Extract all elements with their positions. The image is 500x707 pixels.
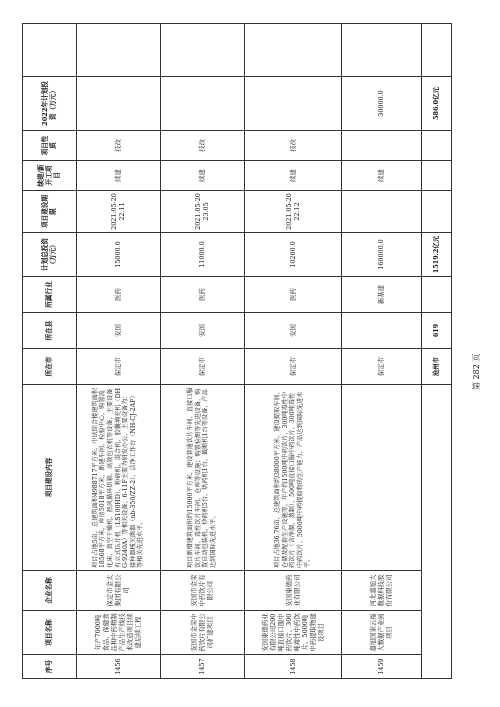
header-total-investment: 计划总投资（万元） (23, 233, 77, 277)
cell-content (342, 385, 422, 571)
table-row (160, 24, 244, 679)
total-row (421, 24, 451, 679)
cell-seq: 1459 (342, 655, 422, 679)
table-row (245, 24, 342, 679)
project-table-rotated (22, 24, 452, 679)
header-industry: 所属行业 (23, 277, 77, 313)
project-table (22, 23, 452, 679)
cell-total-investment: 15000.0 (76, 233, 160, 277)
cell-total-investment: 10200.0 (245, 233, 342, 277)
cell-nature: 技改 (245, 131, 342, 161)
cell-annual-investment (160, 77, 244, 131)
total-spacer (421, 385, 451, 679)
cell-status: 续建 (245, 161, 342, 191)
cell-project-name: 安国康德药业有限公司200吨直接口服中药饮片、300吨毒性中药饮片、5000吨中药提取物建设项目 (245, 611, 342, 655)
cell-county: 安国 (160, 313, 244, 349)
cell-city: 保定市 (342, 349, 422, 385)
cell-annual-investment: 30000.0 (342, 77, 422, 131)
cell-industry: 医药 (160, 277, 244, 313)
total-period-blank (421, 191, 451, 233)
cell-project-name: 嘉旭国家云福大数据产业园项目 (342, 611, 422, 655)
cell-blank (160, 24, 244, 77)
header-project-name: 项目名称 (23, 611, 77, 655)
cell-blank (245, 24, 342, 77)
cell-company-name: 保定市金太集团有限公司 (76, 571, 160, 611)
cell-period: 2021.05-2022.11 (76, 191, 160, 233)
cell-nature: 技改 (76, 131, 160, 161)
cell-seq: 1456 (76, 655, 160, 679)
header-nature: 项目性质 (23, 131, 77, 161)
cell-industry: 医药 (76, 277, 160, 313)
cell-city: 保定市 (160, 349, 244, 385)
cell-total-investment: 160000.0 (342, 233, 422, 277)
cell-project-name: 安国市金荣中药饮片有限公司扩建项目 (160, 611, 244, 655)
cell-industry: 医药 (245, 277, 342, 313)
page-number: 第 282 页 (472, 353, 481, 390)
cell-period: 2021.05-2023.05 (160, 191, 244, 233)
cell-status: 续建 (76, 161, 160, 191)
cell-city: 保定市 (245, 349, 342, 385)
total-label: 沧州市 (421, 349, 451, 385)
total-count: 619 (421, 313, 451, 349)
header-company-name: 企业名称 (23, 571, 77, 611)
cell-content: 项目占地36.76亩，总建筑面积约38000平方米。建设提取车间、仓储及配套生产设施等。年产约1500吨中药饮片、300吨毒性中药饮片（含净制、蒸制）、500吨直接口服中药饮片、300吨毒性中药饮片、5000吨中药提取物的生产能力，产品达到国际先进水平。 (245, 385, 342, 571)
header-city: 所在市 (23, 349, 77, 385)
total-status-blank (421, 161, 451, 191)
total-blank (421, 24, 451, 77)
total-nature-blank (421, 131, 451, 161)
cell-content: 项目新增建筑面积约15000平方米，建设普通饮片车间、直接口服饮片车间、毒性饮片车间、仓库等设施；购置检测等先进设备，购置自动包装机、炒药机5台，烘药机1台，截断机1台等设备，产品达到国际先进水平。 (160, 385, 244, 571)
cell-company-name: 安国康德药业有限公司 (245, 571, 342, 611)
cell-seq: 1457 (160, 655, 244, 679)
cell-county: 安国 (76, 313, 160, 349)
table-row (76, 24, 160, 679)
total-industry-blank (421, 277, 451, 313)
header-status: 续建/新开工项目 (23, 161, 77, 191)
cell-annual-investment (76, 77, 160, 131)
cell-nature: 技改 (160, 131, 244, 161)
cell-period (342, 191, 422, 233)
cell-total-investment: 11000.0 (160, 233, 244, 277)
cell-nature (342, 131, 422, 161)
cell-seq: 1458 (245, 655, 342, 679)
table-header-row (23, 24, 77, 679)
cell-period: 2021.05-2022.12 (245, 191, 342, 233)
cell-industry: 新基建 (342, 277, 422, 313)
cell-city: 保定市 (76, 349, 160, 385)
cell-status: 续建 (160, 161, 244, 191)
header-seq: 序号 (23, 655, 77, 679)
cell-blank (76, 24, 160, 77)
cell-county: 安国 (245, 313, 342, 349)
header-annual-investment: 2022年计划投资（万元） (23, 77, 77, 131)
total-investment: 1519.2亿元 (421, 233, 451, 277)
cell-content: 项目占地5亩，总建筑面积4988717平方米，中试综合楼建筑面积18568平方米，库房5018平方米，新建车间、检验中心，购置流化床、真空干燥机、热风循环烘箱、高效包衣机等设备，主要设备有立式压片机（LS100HD），粉碎机、混合机、胶囊填充机（DHG-9240A）等相关设备；6-11F主要为研发办公、主要设备为：接种器械灭菌器（nb-350/ZZ-2），洁净工作台（NH-CJ-2AF）等相关先进水平。 (76, 385, 160, 571)
header-period: 项目建设期限 (23, 191, 77, 233)
header-blank (23, 24, 77, 77)
header-county: 所在县 (23, 313, 77, 349)
cell-county (342, 313, 422, 349)
cell-annual-investment (245, 77, 342, 131)
cell-blank (342, 24, 422, 77)
header-content: 项目建设内容 (23, 385, 77, 571)
cell-company-name: 河北嘉旭大数据科技股份有限公司 (342, 571, 422, 611)
cell-status: 续建 (342, 161, 422, 191)
table-row (342, 24, 422, 679)
cell-project-name: 年产7000吨食品、保健食品和中药精制产品生产线技术改造项目续建后续工程 (76, 611, 160, 655)
total-annual-investment: 586.0亿元 (421, 77, 451, 131)
cell-company-name: 安国市金荣中药饮片有限公司 (160, 571, 244, 611)
